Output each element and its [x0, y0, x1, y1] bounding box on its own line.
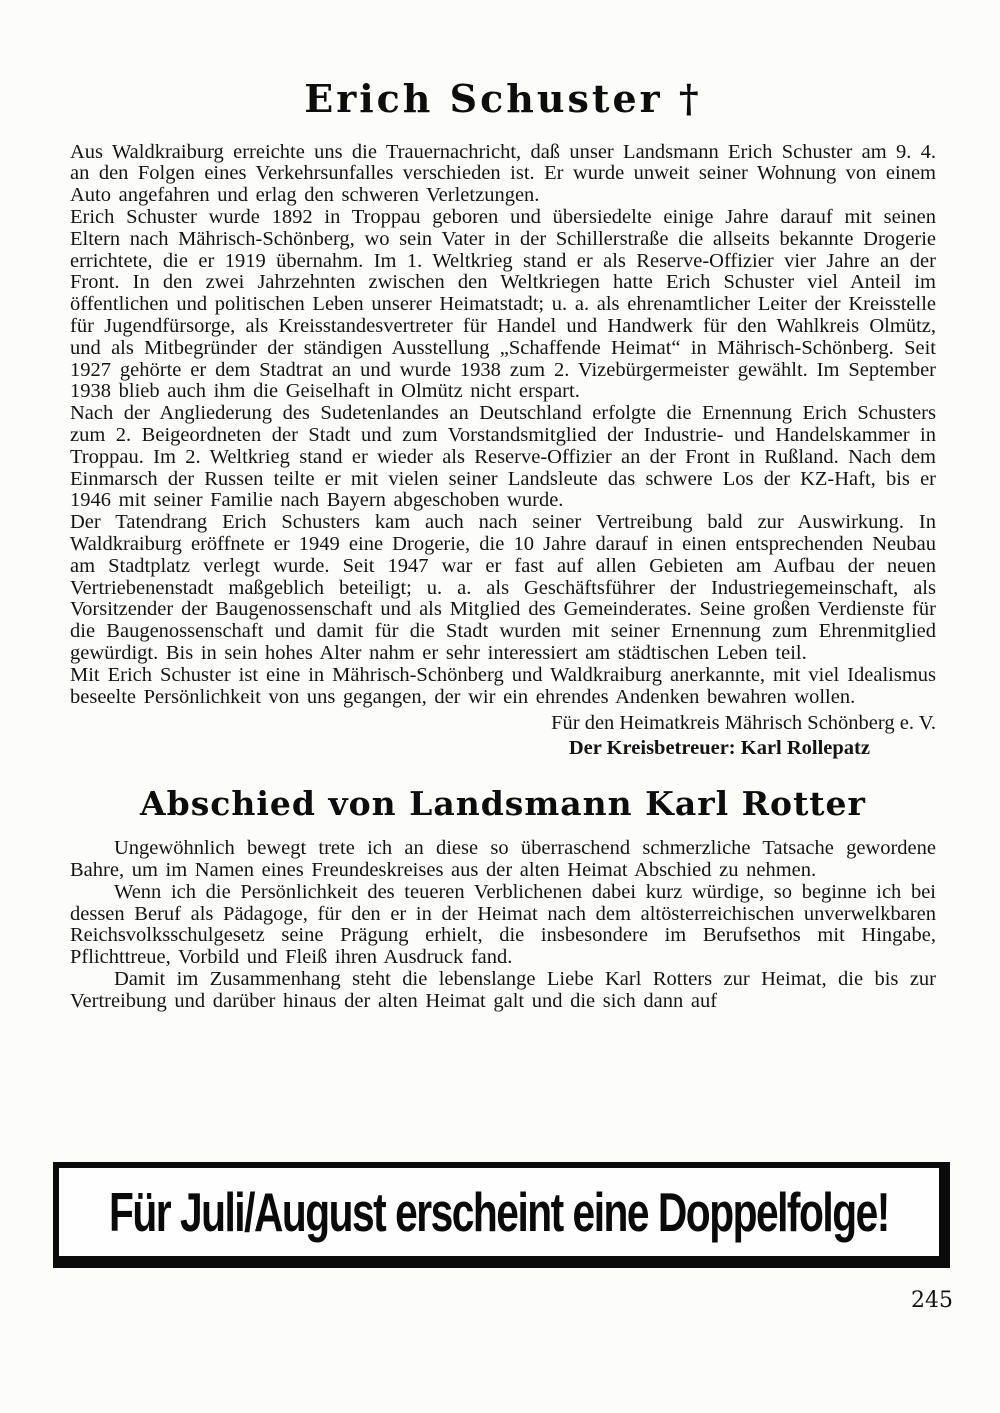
announcement-banner-text: Für Juli/August erscheint eine Doppelfolge!	[109, 1181, 889, 1243]
page-number: 245	[911, 1288, 953, 1313]
signoff-author: Der Kreisbetreuer: Karl Rollepatz	[568, 737, 870, 760]
farewell-paragraph: Damit im Zusammenhang steht die lebenslange Liebe Karl Rotters zur Heimat, die bis zur Vertreibung und darüber hinaus der alten Heimat galt und die sich dann auf	[70, 968, 936, 1012]
obituary-paragraph: Nach der Angliederung des Sudetenlandes an Deutschland erfolgte die Ernennung Erich Schusters zum 2. Beigeordneten der Stadt und zum Vorstandsmitglied der Industrie- und Handelskammer in Troppau. Im 2. Weltkrieg stand er wieder als Reserve-Offizier an der Front in Rußland. Nach dem Einmarsch der Russen teilte er mit vielen seiner Landsleute das schwere Los der KZ-Haft, bis er 1946 mit seiner Familie nach Bayern abgeschoben wurde.	[70, 402, 936, 512]
obituary-paragraph: Aus Waldkraiburg erreichte uns die Trauernachricht, daß unser Landsmann Erich Schuster am 9. 4. an den Folgen eines Verkehrsunfalles verschieden ist. Er wurde unweit seiner Wohnung von einem Auto angefahren und erlag den schweren Verletzungen.	[70, 140, 936, 207]
article-obituary	[70, 142, 936, 762]
signoff-organization: Für den Heimatkreis Mährisch Schönberg e. V.	[551, 712, 936, 735]
farewell-paragraph: Ungewöhnlich bewegt trete ich an diese so überraschend schmerzliche Tatsache gewordene Bahre, um im Namen eines Freundeskreises aus der alten Heimat Abschied zu nehmen.	[70, 837, 936, 882]
farewell-paragraph: Wenn ich die Persönlichkeit des teueren Verblichenen dabei kurz würdige, so beginne ich bei dessen Beruf als Pädagoge, für den er in der Heimat nach dem altösterreichischen unverwelkbaren Reichsvolksschulgesetz seine Prägung erhielt, die insbesondere im Berufsethos mit Hingabe, Pflichttreue, Vorbild und Fleiß ihren Ausdruck fand.	[70, 880, 936, 969]
obituary-title: Erich Schuster †	[304, 76, 702, 121]
signoff-block	[70, 711, 936, 761]
obituary-paragraph: Mit Erich Schuster ist eine in Mährisch-Schönberg und Waldkraiburg anerkannte, mit viel Idealismus beseelte Persönlichkeit von uns gegangen, der wir ein ehrendes Andenken bewahren wollen.	[70, 663, 936, 708]
farewell-title-fraktur: Abschied von Landsmann Karl Rotter	[140, 784, 866, 824]
announcement-banner	[53, 1162, 950, 1268]
obituary-paragraph: Der Tatendrang Erich Schusters kam auch nach seiner Vertreibung bald zur Auswirkung. In Waldkraiburg eröffnete er 1949 eine Drogerie, die 10 Jahre darauf in einen entsprechenden Neubau am Stadtplatz verlegt wurde. Seit 1947 war er fast auf allen Gebieten am Aufbau der neuen Vertriebenenstadt maßgeblich beteiligt; u. a. als Geschäftsführer der Industriegemeinschaft, als Vorsitzender der Baugenossenschaft und als Mitglied des Gemeinderates. Seine großen Verdienste für die Baugenossenschaft und damit für die Stadt wurden mit seiner Ernennung zum Ehrenmitglied gewürdigt. Bis in sein hohes Alter nahm er sehr interessiert am städtischen Leben teil.	[70, 511, 936, 664]
article-farewell	[70, 785, 936, 1012]
obituary-paragraph: Erich Schuster wurde 1892 in Troppau geboren und übersiedelte einige Jahre darauf mit seinen Eltern nach Mährisch-Schönberg, wo sein Vater in der Schillerstraße die allseits bekannte Drogerie errichtete, die er 1919 übernahm. Im 1. Weltkrieg stand er als Reserve-Offizier vier Jahre an der Front. In den zwei Jahrzehnten zwischen den Weltkriegen hatte Erich Schuster viel Anteil im öffentlichen und politischen Leben unserer Heimatstadt; u. a. als ehrenamtlicher Leiter der Kreisstelle für Jugendfürsorge, als Kreisstandesvertreter für Handel und Handwerk für den Wahlkreis Olmütz, und als Mitbegründer der ständigen Ausstellung „Schaffende Heimat“ in Mährisch-Schönberg. Seit 1927 gehörte er dem Stadtrat an und wurde 1938 zum 2. Vizebürgermeister gewählt. Im September 1938 blieb auch ihm die Geiselhaft in Olmütz nicht erspart.	[70, 205, 936, 403]
